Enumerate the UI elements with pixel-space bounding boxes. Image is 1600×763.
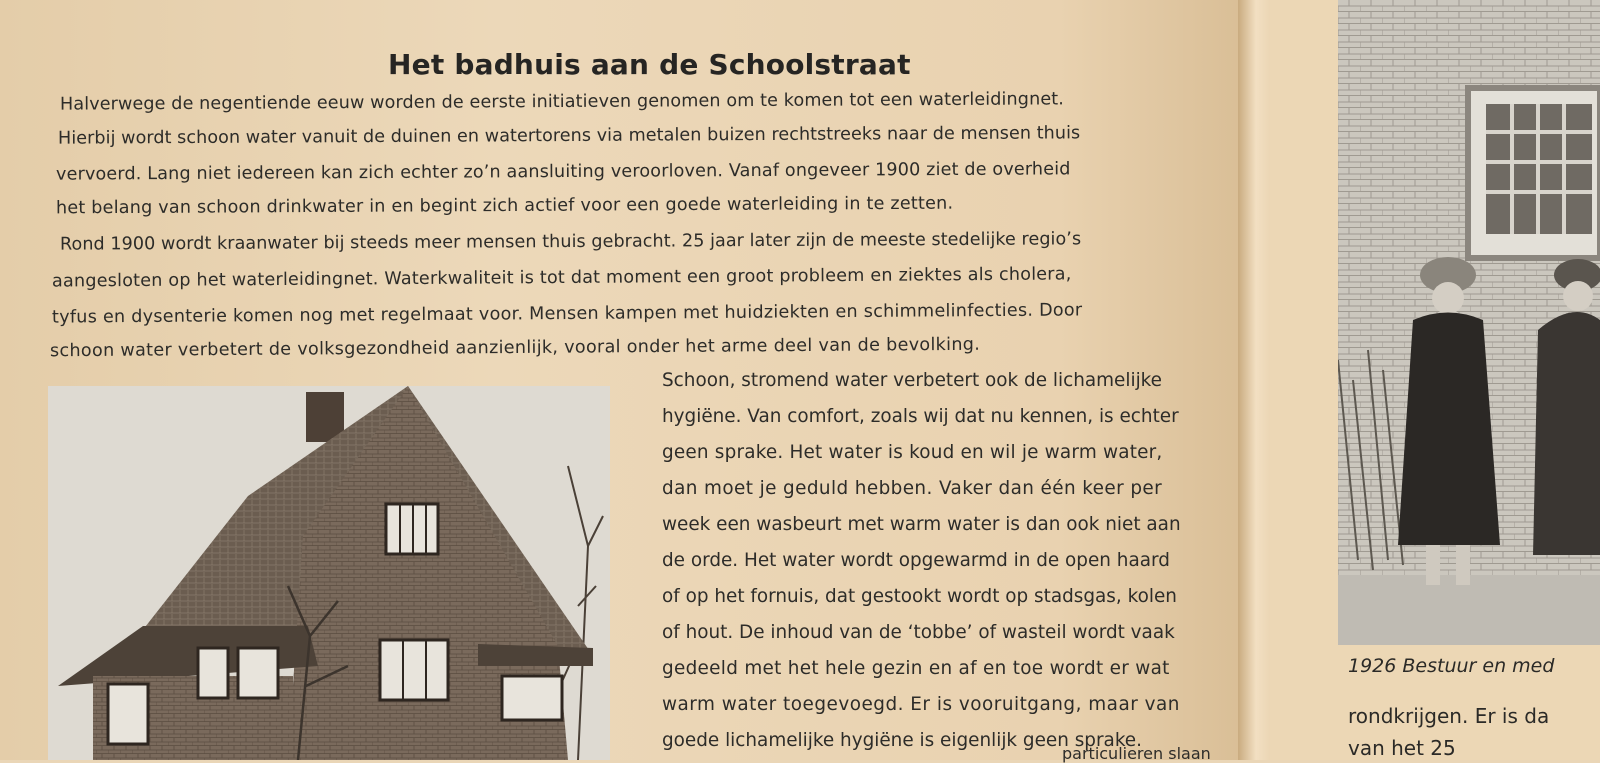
- column-line: geen sprake. Het water is koud en wil je warm water,: [662, 442, 1163, 463]
- column-line: goede lichamelijke hygiëne is eigenlijk geen sprake.: [662, 730, 1142, 751]
- column-line: hygiëne. Van comfort, zoals wij dat nu kennen, is echter: [662, 406, 1179, 427]
- right-text-line: rondkrijgen. Er is da: [1348, 704, 1550, 728]
- column-line: of op het fornuis, dat gestookt wordt op stadsgas, kolen: [662, 586, 1177, 607]
- column-line: particulieren slaan: [1062, 744, 1211, 763]
- column-line: week een wasbeurt met warm water is dan ook niet aan: [662, 514, 1181, 535]
- house-photo: [48, 386, 610, 760]
- column-line: dan moet je geduld hebben. Vaker dan één keer per: [662, 478, 1163, 499]
- column-line: warm water toegevoegd. Er is vooruitgang, maar van: [662, 694, 1180, 715]
- intro-line: vervoerd. Lang niet iedereen kan zich echter zo’n aansluiting veroorloven. Vanaf ongeveer 1900 ziet de overheid: [55, 159, 1071, 185]
- column-line: gedeeld met het hele gezin en af en toe wordt er wat: [662, 658, 1170, 679]
- article-title: Het badhuis aan de Schoolstraat: [388, 48, 911, 81]
- intro-line: Halverwege de negentiende eeuw worden de eerste initiatieven genomen om te komen tot een waterleidingnet.: [59, 89, 1064, 115]
- photo-caption: 1926 Bestuur en med: [1348, 655, 1555, 677]
- column-line: de orde. Het water wordt opgewarmd in de open haard: [662, 550, 1170, 571]
- column-line: Schoon, stromend water verbetert ook de lichamelijke: [662, 370, 1162, 391]
- intro-line: schoon water verbetert de volksgezondheid aanzienlijk, vooral onder het arme deel van de bevolking.: [49, 334, 981, 362]
- members-photo: [1338, 0, 1600, 645]
- intro-line: Rond 1900 wordt kraanwater bij steeds meer mensen thuis gebracht. 25 jaar later zijn de meeste stedelijke regio’s: [59, 229, 1082, 255]
- intro-line: het belang van schoon drinkwater in en begint zich actief voor een goede waterleiding in te zetten.: [55, 193, 954, 219]
- intro-line: Hierbij wordt schoon water vanuit de duinen en watertorens via metalen buizen rechtstreeks naar de mensen thuis: [57, 123, 1081, 149]
- intro-line: aangesloten op het waterleidingnet. Waterkwaliteit is tot dat moment een groot probleem en ziektes als cholera,: [51, 264, 1072, 292]
- column-line: of hout. De inhoud van de ‘tobbe’ of wasteil wordt vaak: [662, 622, 1175, 643]
- intro-line: tyfus en dysenterie komen nog met regelmaat voor. Mensen kampen met huidziekten en schimmelinfecties. Door: [51, 300, 1083, 328]
- right-text-line: van het 25: [1348, 736, 1456, 760]
